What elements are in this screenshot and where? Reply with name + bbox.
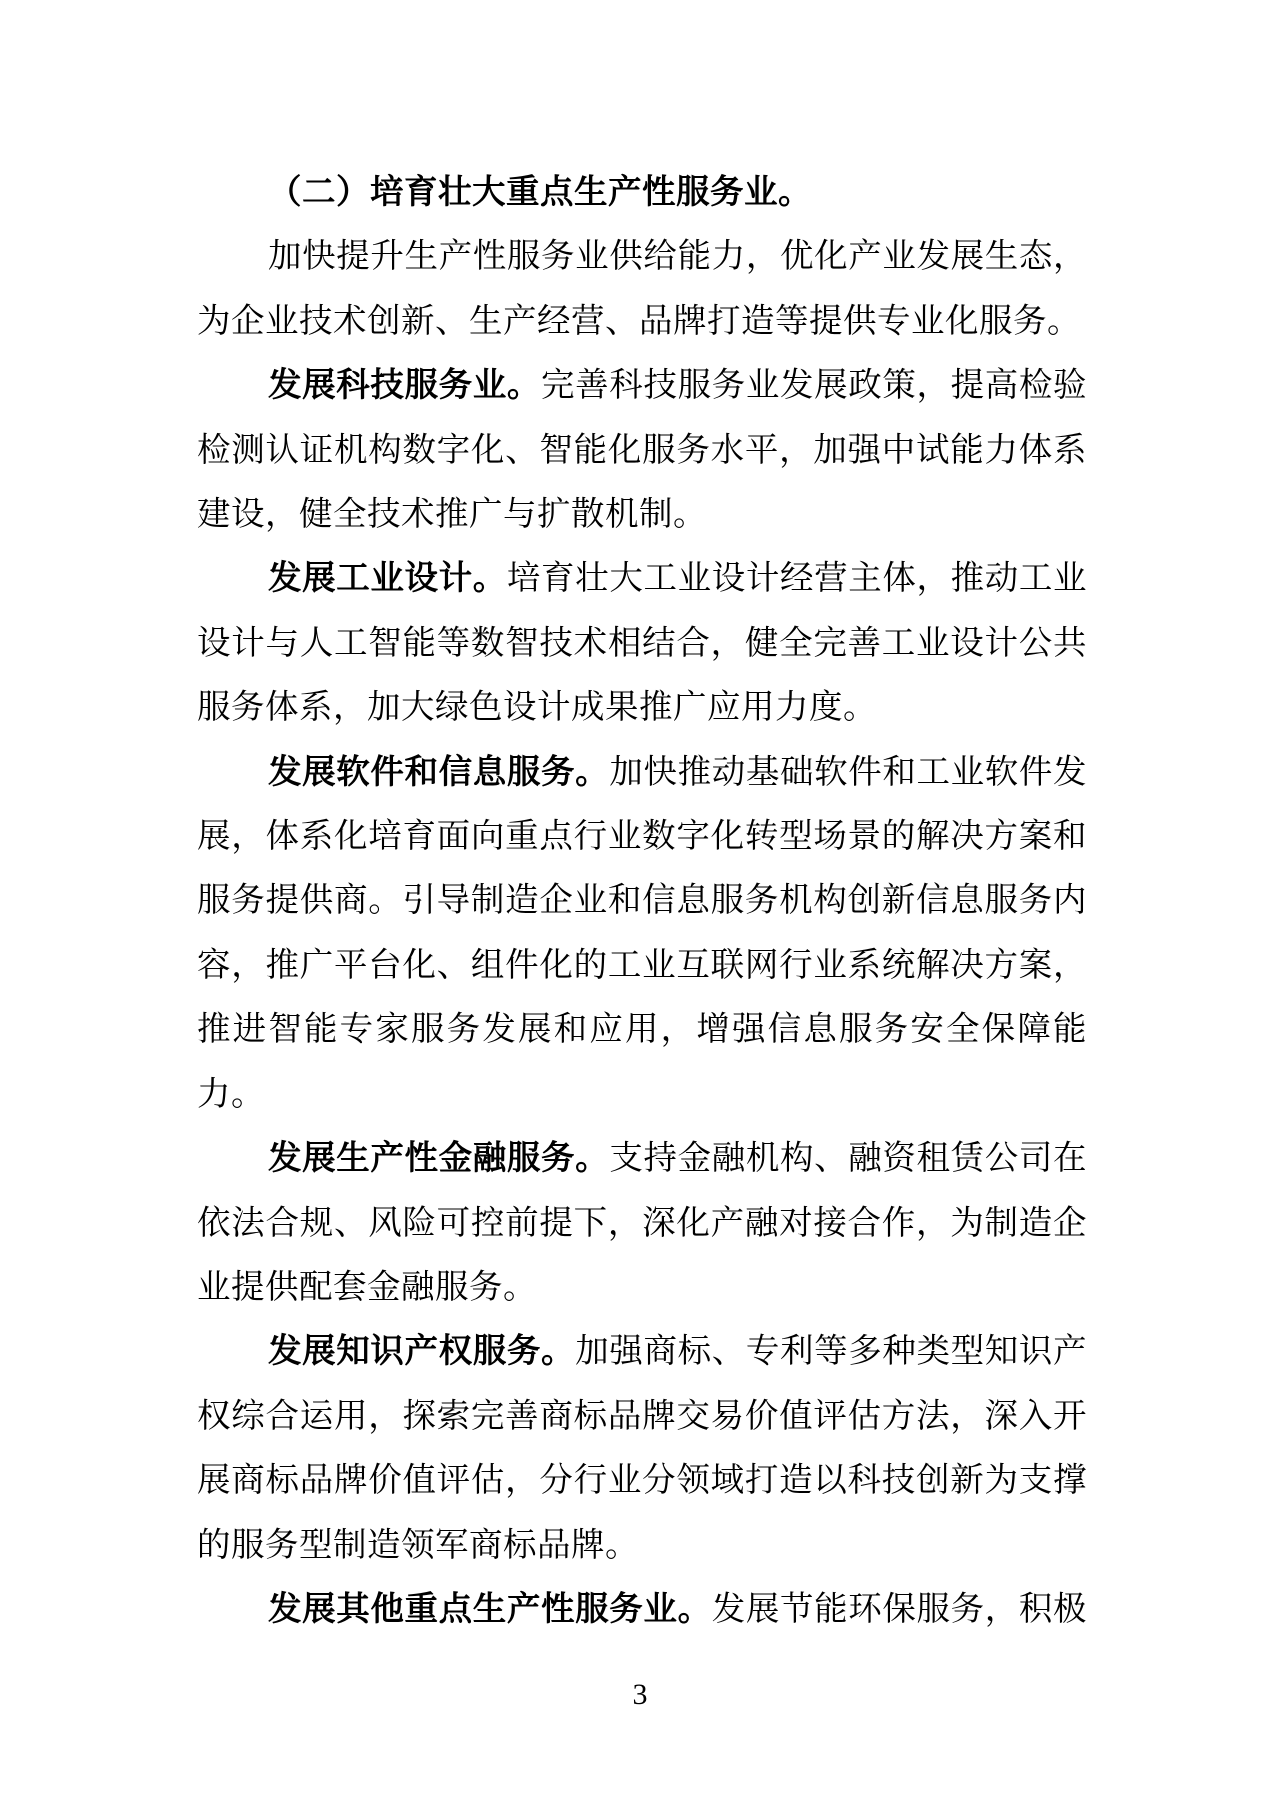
text-line	[197, 1127, 1087, 1191]
line-text: 权综合运用，探索完善商标品牌交易价值评估方法，深入开	[197, 1397, 1087, 1435]
paragraph-lead-bold: 发展生产性金融服务。	[268, 1140, 610, 1178]
line-text: 加快提升生产性服务业供给能力，优化产业发展生态，	[268, 238, 1087, 276]
text-line	[197, 547, 1087, 611]
line-text: 加快推动基础软件和工业软件发	[609, 753, 1088, 791]
document-body	[197, 161, 1087, 1642]
line-text: 的服务型制造领军商标品牌。	[197, 1526, 639, 1564]
text-line	[197, 741, 1087, 805]
text-line	[197, 1578, 1087, 1642]
text-line	[197, 612, 1087, 676]
paragraph-lead-bold: 发展科技服务业。	[268, 367, 542, 405]
text-line	[197, 419, 1087, 483]
line-text: 力。	[197, 1075, 265, 1113]
text-line	[197, 354, 1087, 418]
text-line	[197, 1385, 1087, 1449]
line-text: 服务体系，加大绿色设计成果推广应用力度。	[197, 689, 877, 727]
text-line	[197, 934, 1087, 998]
text-line	[197, 805, 1087, 869]
paragraph-lead-bold: 发展工业设计。	[268, 560, 507, 598]
text-line	[197, 290, 1087, 354]
line-text: 展，体系化培育面向重点行业数字化转型场景的解决方案和	[197, 818, 1087, 856]
text-line	[197, 1449, 1087, 1513]
page-number: 3	[632, 1678, 648, 1711]
text-line	[197, 1514, 1087, 1578]
line-text: 业提供配套金融服务。	[197, 1268, 537, 1306]
text-line	[197, 1192, 1087, 1256]
line-text: 检测认证机构数字化、智能化服务水平，加强中试能力体系	[197, 431, 1087, 469]
line-text: 推进智能专家服务发展和应用，增强信息服务安全保障能	[197, 1011, 1087, 1049]
paragraph-lead-bold: 发展其他重点生产性服务业。	[268, 1590, 712, 1628]
text-line	[197, 1256, 1087, 1320]
section-heading	[197, 161, 1087, 225]
line-text: 支持金融机构、融资租赁公司在	[609, 1140, 1088, 1178]
line-text: 加强商标、专利等多种类型知识产	[575, 1333, 1088, 1371]
text-line	[197, 869, 1087, 933]
line-text: 建设，健全技术推广与扩散机制。	[197, 496, 707, 534]
line-text: 完善科技服务业发展政策，提高检验	[541, 367, 1088, 405]
line-text: 培育壮大工业设计经营主体，推动工业	[506, 560, 1088, 598]
line-text: 为企业技术创新、生产经营、品牌打造等提供专业化服务。	[197, 302, 1081, 340]
line-text: 服务提供商。引导制造企业和信息服务机构创新信息服务内	[197, 882, 1087, 920]
text-line	[197, 225, 1087, 289]
line-text: 设计与人工智能等数智技术相结合，健全完善工业设计公共	[197, 624, 1087, 662]
text-line	[197, 998, 1087, 1062]
text-line	[197, 676, 1087, 740]
line-text: 依法合规、风险可控前提下，深化产融对接合作，为制造企	[197, 1204, 1087, 1242]
text-line	[197, 1063, 1087, 1127]
line-text: 展商标品牌价值评估，分行业分领域打造以科技创新为支撑	[197, 1462, 1087, 1500]
paragraph-lead-bold: （二）培育壮大重点生产性服务业。	[268, 174, 812, 211]
line-text: 容，推广平台化、组件化的工业互联网行业系统解决方案，	[197, 946, 1087, 984]
text-line	[197, 1320, 1087, 1384]
line-text: 发展节能环保服务，积极	[711, 1590, 1088, 1628]
text-line	[197, 483, 1087, 547]
paragraph-lead-bold: 发展软件和信息服务。	[268, 753, 610, 791]
paragraph-lead-bold: 发展知识产权服务。	[268, 1333, 576, 1371]
